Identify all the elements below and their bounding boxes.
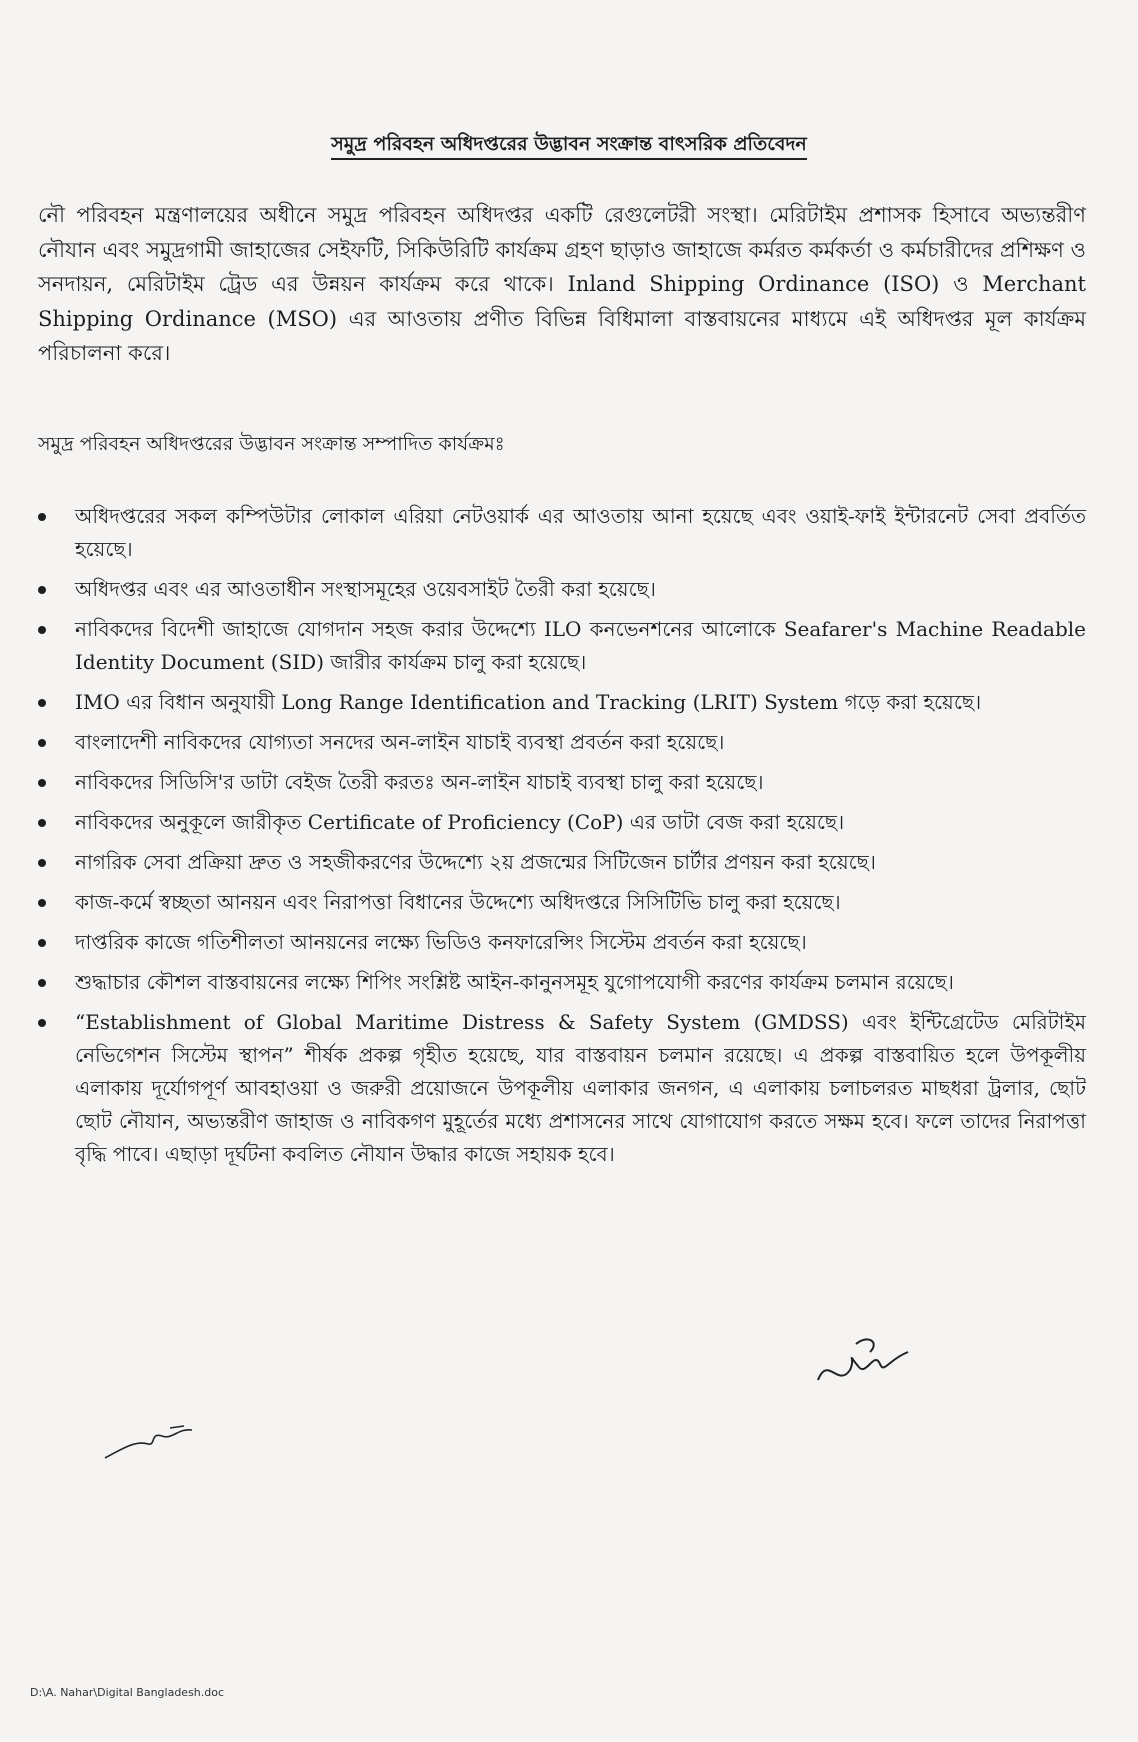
- file-path-footer: D:\A. Nahar\Digital Bangladesh.doc: [30, 1686, 225, 1699]
- list-item-text: দাপ্তরিক কাজে গতিশীলতা আনয়নের লক্ষ্যে ভিডিও কনফারেন্সিং সিস্টেম প্রবর্তন করা হয়েছে।: [75, 930, 807, 954]
- list-item: [38, 726, 1086, 759]
- list-item: [38, 806, 1086, 839]
- intro-paragraph: নৌ পরিবহন মন্ত্রণালয়ের অধীনে সমুদ্র পরিবহন অধিদপ্তর একটি রেগুলেটরী সংস্থা। মেরিটাইম প্রশাসক হিসাবে অভ্যন্তরীণ নৌযান এবং সমুদ্রগামী জাহাজের সেইফটি, সিকিউরিটি কার্যক্রম গ্রহণ ছাড়াও জাহাজে কর্মরত কর্মকর্তা ও কর্মচারীদের প্রশিক্ষণ ও সনদায়ন, মেরিটাইম ট্রেড এর উন্নয়ন কার্যক্রম করে থাকে। Inland Shipping Ordinance (ISO) ও Merchant Shipping Ordinance (MSO) এর আওতায় প্রণীত বিভিন্ন বিধিমালা বাস্তবায়নের মাধ্যমে এই অধিদপ্তর মূল কার্যক্রম পরিচালনা করে।: [38, 203, 1086, 365]
- list-item: [38, 686, 1086, 719]
- list-item: [38, 766, 1086, 799]
- list-item-text: “Establishment of Global Maritime Distress & Safety System (GMDSS) এবং ইন্টিগ্রেটেড মেরিটাইম নেভিগেশন সিস্টেম স্থাপন” শীর্ষক প্রকল্প গৃহীত হয়েছে, যার বাস্তবায়ন চলমান রয়েছে। এ প্রকল্প বাস্তবায়িত হলে উপকূলীয় এলাকায় দূর্যোগপূর্ণ আবহাওয়া ও জরুরী প্রয়োজনে উপকূলীয় এলাকার জনগন, এ এলাকায় চলাচলরত মাছধরা ট্রলার, ছোট ছোট নৌযান, অভ্যন্তরীণ জাহাজ ও নাবিকগণ মুহূর্তের মধ্যে প্রশাসনের সাথে যোগাযোগ করতে সক্ষম হবে। ফলে তাদের নিরাপত্তা বৃদ্ধি পাবে। এছাড়া দূর্ঘটনা কবলিত নৌযান উদ্ধার কাজে সহায়ক হবে।: [75, 1010, 1086, 1166]
- list-item-text: IMO এর বিধান অনুযায়ী Long Range Identification and Tracking (LRIT) System গড়ে করা হয়েছে।: [75, 690, 982, 714]
- list-item-text: নাবিকদের বিদেশী জাহাজে যোগদান সহজ করার উদ্দেশ্যে ILO কনভেনশনের আলোকে Seafarer's Machine Readable Identity Document (SID) জারীর কার্যক্রম চালু করা হয়েছে।: [75, 617, 1086, 674]
- list-item-text: শুদ্ধাচার কৌশল বাস্তবায়নের লক্ষ্যে শিপিং সংশ্লিষ্ট আইন-কানুনসমূহ যুগোপযোগী করণের কার্যক্রম চলমান রয়েছে।: [75, 970, 954, 994]
- list-item-text: অধিদপ্তরের সকল কম্পিউটার লোকাল এরিয়া নেটওয়ার্ক এর আওতায় আনা হয়েছে এবং ওয়াই-ফাই ইন্টারনেট সেবা প্রবর্তিত হয়েছে।: [75, 504, 1086, 561]
- bullet-icon: [38, 819, 46, 827]
- bullet-icon: [38, 513, 46, 521]
- list-item: [38, 1006, 1086, 1171]
- bullet-icon: [38, 739, 46, 747]
- bullet-icon: [38, 699, 46, 707]
- bullet-icon: [38, 1019, 46, 1027]
- list-item: [38, 926, 1086, 959]
- document-title-text: সমুদ্র পরিবহন অধিদপ্তরের উদ্ভাবন সংক্রান্ত বাৎসরিক প্রতিবেদন: [331, 133, 807, 160]
- list-item: [38, 966, 1086, 999]
- bullet-icon: [38, 939, 46, 947]
- bullet-icon: [38, 859, 46, 867]
- bullet-icon: [38, 586, 46, 594]
- document-title: [0, 130, 1138, 162]
- list-item: [38, 573, 1086, 606]
- bullet-icon: [38, 779, 46, 787]
- list-item-text: বাংলাদেশী নাবিকদের যোগ্যতা সনদের অন-লাইন যাচাই ব্যবস্থা প্রবর্তন করা হয়েছে।: [75, 730, 725, 754]
- list-item: [38, 613, 1086, 679]
- initials-icon: [100, 1420, 210, 1465]
- signature-icon: [808, 1330, 918, 1395]
- list-item-text: নাগরিক সেবা প্রক্রিয়া দ্রুত ও সহজীকরণের উদ্দেশ্যে ২য় প্রজন্মের সিটিজেন চার্টার প্রণয়ন করা হয়েছে।: [75, 850, 876, 874]
- bullet-icon: [38, 626, 46, 634]
- list-item-text: অধিদপ্তর এবং এর আওতাধীন সংস্থাসমূহের ওয়েবসাইট তৈরী করা হয়েছে।: [75, 577, 656, 601]
- list-item: [38, 886, 1086, 919]
- activity-list: [38, 500, 1086, 1178]
- list-item: [38, 500, 1086, 566]
- section-subheading: সমুদ্র পরিবহন অধিদপ্তরের উদ্ভাবন সংক্রান্ত সম্পাদিত কার্যক্রমঃ: [38, 433, 505, 455]
- bullet-icon: [38, 979, 46, 987]
- list-item-text: নাবিকদের সিডিসি'র ডাটা বেইজ তৈরী করতঃ অন-লাইন যাচাই ব্যবস্থা চালু করা হয়েছে।: [75, 770, 764, 794]
- list-item-text: কাজ-কর্মে স্বচ্ছতা আনয়ন এবং নিরাপত্তা বিধানের উদ্দেশ্যে অধিদপ্তরে সিসিটিভি চালু করা হয়েছে।: [75, 890, 841, 914]
- list-item: [38, 846, 1086, 879]
- list-item-text: নাবিকদের অনুকূলে জারীকৃত Certificate of Proficiency (CoP) এর ডাটা বেজ করা হয়েছে।: [75, 810, 845, 834]
- bullet-icon: [38, 899, 46, 907]
